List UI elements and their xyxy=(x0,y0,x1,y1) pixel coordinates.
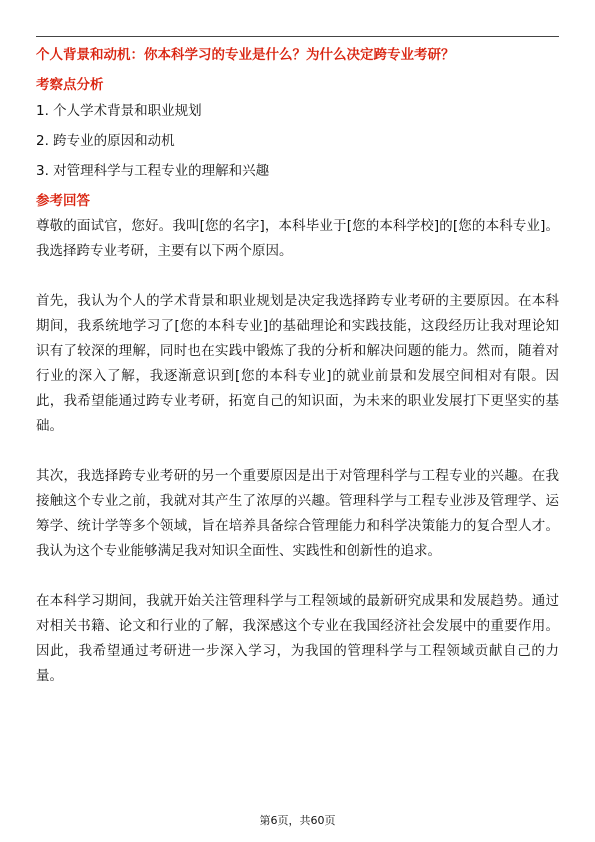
analysis-point: 2. 跨专业的原因和动机 xyxy=(36,133,175,149)
answer-paragraph: 首先，我认为个人的学术背景和职业规划是决定我选择跨专业考研的主要原因。在本科期间，我系统地学习了[您的本科专业]的基础理论和实践技能，这段经历让我对理论知识有了较深的理解，同时也在实践中锻炼了我的分析和解决问题的能力。然而，随着对行业的深入了解，我逐渐意识到[您的本科专业]的就业前景和发展空间相对有限。因此，我希望能通过跨专业考研，拓宽自己的知识面，为未来的职业发展打下更坚实的基础。 xyxy=(36,293,559,434)
answer-paragraph: 尊敬的面试官，您好。我叫[您的名字]，本科毕业于[您的本科学校]的[您的本科专业]。我选择跨专业考研，主要有以下两个原因。 xyxy=(36,218,559,259)
question-title: 个人背景和动机：你本科学习的专业是什么？为什么决定跨专业考研？ xyxy=(36,47,455,63)
header-rule xyxy=(36,36,559,37)
analysis-heading: 考察点分析 xyxy=(36,77,104,93)
analysis-point: 3. 对管理科学与工程专业的理解和兴趣 xyxy=(36,163,270,179)
answer-paragraph: 其次，我选择跨专业考研的另一个重要原因是出于对管理科学与工程专业的兴趣。在我接触这个专业之前，我就对其产生了浓厚的兴趣。管理科学与工程专业涉及管理学、运筹学、统计学等多个领域，旨在培养具备综合管理能力和科学决策能力的复合型人才。我认为这个专业能够满足我对知识全面性、实践性和创新性的追求。 xyxy=(36,468,559,559)
analysis-points xyxy=(36,100,559,182)
reference-answer xyxy=(36,214,559,689)
analysis-point: 1. 个人学术背景和职业规划 xyxy=(36,103,202,119)
answer-paragraph: 在本科学习期间，我就开始关注管理科学与工程领域的最新研究成果和发展趋势。通过对相关书籍、论文和行业的了解，我深感这个专业在我国经济社会发展中的重要作用。因此，我希望通过考研进一步深入学习，为我国的管理科学与工程领域贡献自己的力量。 xyxy=(36,593,559,684)
page-number: 第6页，共60页 xyxy=(259,814,336,827)
document-body xyxy=(36,44,559,714)
reference-heading: 参考回答 xyxy=(36,193,90,209)
